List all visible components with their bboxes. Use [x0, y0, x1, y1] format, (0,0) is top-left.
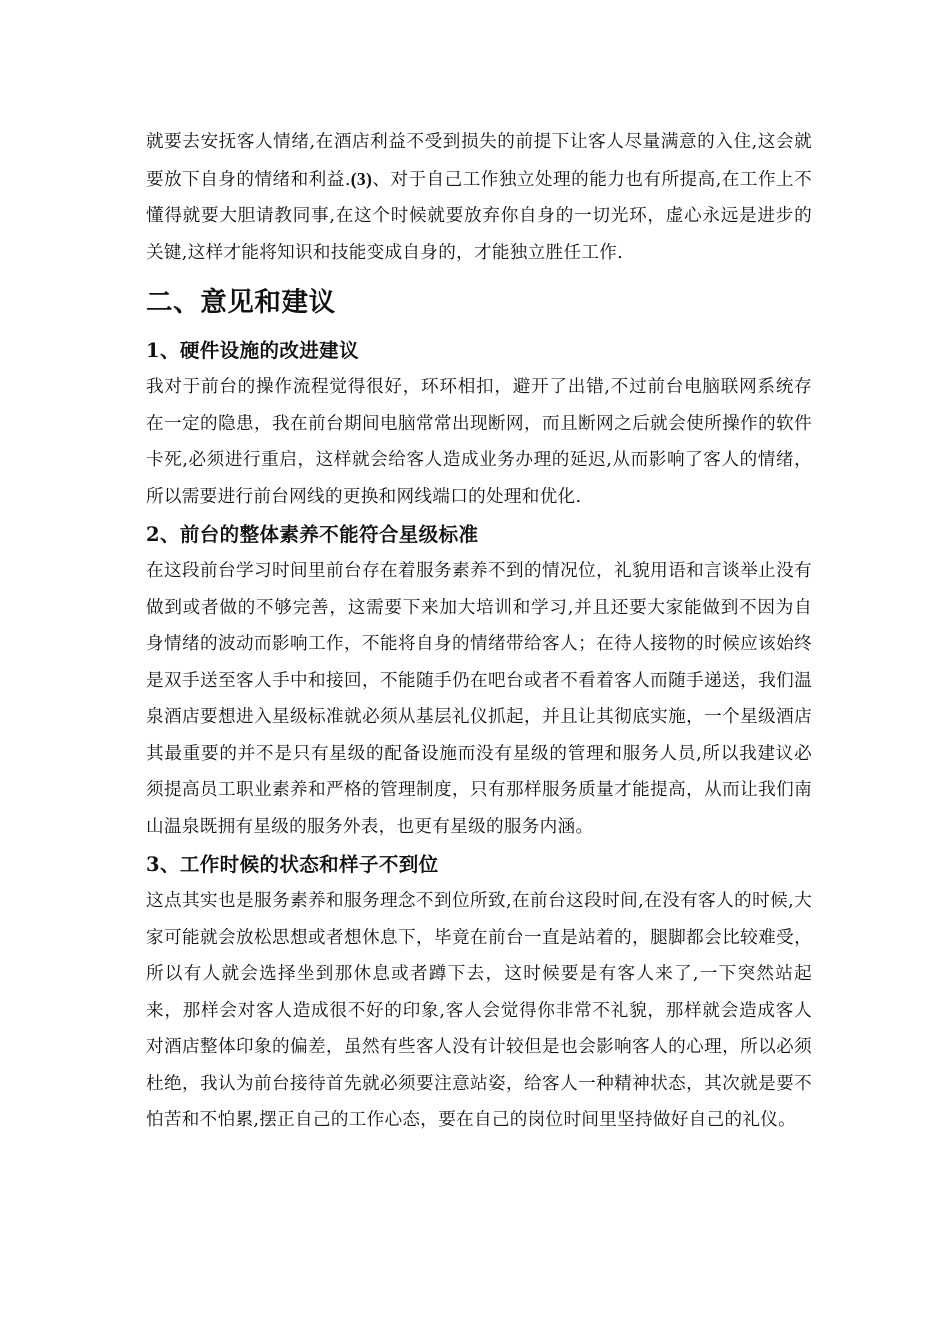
intro-text-after: 、对于自己工作独立处理的能力也有所提高,在工作上不懂得就要大胆请教同事,在这个时候就要放弃你自身的一切光环，虚心永远是进步的关键,这样才能将知识和技能变成自身的，才能独立胜任工作. — [146, 169, 812, 263]
document-page — [146, 124, 812, 1139]
subsection-heading-3: 3、工作时候的状态和样子不到位 — [146, 853, 439, 876]
subsection-body-3: 这点其实也是服务素养和服务理念不到位所致,在前台这段时间,在没有客人的时候,大家可能就会放松思想或者想休息下，毕竟在前台一直是站着的，腿脚都会比较难受，所以有人就会选择坐到那休息或者蹲下去，这时候要是有客人来了,一下突然站起来，那样会对客人造成很不好的印象,客人会觉得你非常不礼貌，那样就会造成客人对酒店整体印象的偏差，虽然有些客人没有计较但是也会影响客人的心理，所以必须杜绝，我认为前台接待首先就必须要注意站姿，给客人一种精神状态，其次就是要不怕苦和不怕累,摆正自己的工作心态，要在自己的岗位时间里坚持做好自己的礼仪。 — [146, 891, 812, 1130]
intro-bold-marker: (3) — [350, 168, 373, 189]
subsection-body-1: 我对于前台的操作流程觉得很好，环环相扣，避开了出错,不过前台电脑联网系统存在一定的隐患，我在前台期间电脑常常出现断网，而且断网之后就会使所操作的软件卡死,必须进行重启，这样就会给客人造成业务办理的延迟,从而影响了客人的情绪，所以需要进行前台网线的更换和网线端口的处理和优化. — [146, 377, 812, 507]
section-heading: 二、意见和建议 — [146, 287, 336, 318]
subsection-body-2: 在这段前台学习时间里前台存在着服务素养不到的情况位，礼貌用语和言谈举止没有做到或者做的不够完善，这需要下来加大培训和学习,并且还要大家能做到不因为自身情绪的波动而影响工作，不能将自身的情绪带给客人；在待人接物的时候应该始终是双手送至客人手中和接回，不能随手仍在吧台或者不看着客人而随手递送，我们温泉酒店要想进入星级标准就必须从基层礼仪抓起，并且让其彻底实施，一个星级酒店其最重要的并不是只有星级的配备设施而没有星级的管理和服务人员,所以我建议必须提高员工职业素养和严格的管理制度，只有那样服务质量才能提高，从而让我们南山温泉既拥有星级的服务外表，也更有星级的服务内涵。 — [146, 561, 812, 837]
subsection-heading-1: 1、硬件设施的改进建议 — [146, 339, 359, 362]
intro-text-before: 就要去安抚客人情绪,在酒店利益不受到损失的前提下让客人尽量满意的入住,这会就要放下自身的情绪和利益. — [146, 132, 812, 190]
subsection-heading-2: 2、前台的整体素养不能符合星级标准 — [146, 523, 479, 546]
intro-paragraph — [146, 124, 812, 271]
